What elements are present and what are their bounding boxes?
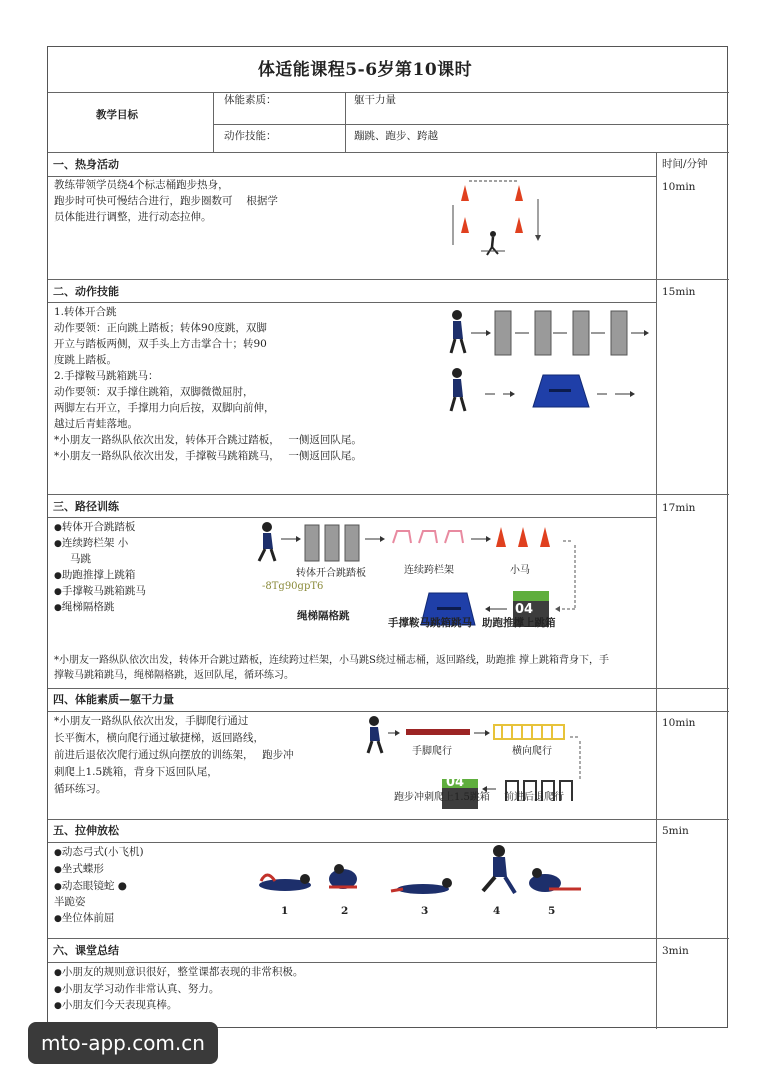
section-title-circuit: 三、路径训练 — [53, 500, 119, 513]
fitness-value: 躯干力量 — [354, 94, 396, 106]
row-divider — [48, 302, 656, 303]
circuit-box-number: 04 — [515, 602, 534, 617]
skills-line: 1.转体开合跳 — [54, 306, 117, 318]
circuit-item: ●绳梯隔格跳 — [54, 601, 115, 613]
row-divider — [48, 152, 729, 153]
stretch-item: ●坐位体前屈 — [54, 912, 115, 924]
stretch-poses — [253, 847, 583, 907]
row-divider — [48, 711, 729, 712]
summary-item: ●小朋友们今天表现真棒。 — [54, 999, 178, 1011]
stretch-item: ●动态眼镜蛇 ● — [54, 880, 127, 892]
core-box-number: 04 — [446, 775, 465, 790]
objectives-label: 教学目标 — [96, 109, 138, 121]
circuit-note: 撑鞍马跳箱跳马，绳梯隔格跳，返回队尾，循环练习。 — [54, 670, 294, 681]
circuit-note: *小朋友一路纵队依次出发，转体开合跳过踏板，连续跨过栏架，小马跳S绕过桶志桶，返回路线，助跑推 撑上跳箱背身下，手 — [54, 655, 610, 666]
pose-number: 5 — [548, 905, 556, 917]
skill-value: 蹦跳、跑步、跨越 — [354, 130, 438, 142]
skills-diagram — [443, 309, 653, 419]
row-divider — [48, 517, 656, 518]
circuit-label-box: 助跑推撑上跳箱 — [482, 617, 556, 629]
core-label-lateral: 横向爬行 — [512, 746, 552, 757]
skills-line: *小朋友一路纵队依次出发，手撑鞍马跳箱跳马， 一侧返回队尾。 — [54, 450, 362, 462]
section-title-warmup: 一、热身活动 — [53, 158, 119, 171]
summary-item: ●小朋友的规则意识很好，整堂课都表现的非常积极。 — [54, 966, 304, 978]
skills-line: 动作要领：正向跳上踏板；转体90度跳，双脚 — [54, 322, 267, 334]
circuit-label-hurdle: 连续跨栏架 — [404, 565, 454, 576]
skills-line: *小朋友一路纵队依次出发，转体开合跳过踏板， 一侧返回队尾。 — [54, 434, 362, 446]
circuit-item-cont: 马跳 — [70, 553, 91, 565]
skills-line: 越过后青蛙落地。 — [54, 418, 138, 430]
warmup-line: 教练带领学员绕4个标志桶跑步热身， — [54, 179, 229, 191]
skills-line: 开立与踏板两侧，双手头上方击掌合十；转90 — [54, 338, 267, 350]
time-warmup: 10min — [662, 181, 696, 193]
core-line: 长平衡木，横向爬行通过敏捷梯，返回路线， — [54, 732, 264, 744]
row-divider — [48, 962, 656, 963]
circuit-item: ●连续跨栏架 小 — [54, 537, 129, 549]
time-summary: 3min — [662, 945, 689, 957]
summary-item: ●小朋友学习动作非常认真、努力。 — [54, 983, 220, 995]
time-header: 时间/分钟 — [662, 158, 708, 170]
col-divider — [345, 92, 346, 152]
watermark: mto-app.com.cn — [28, 1022, 218, 1064]
circuit-item: ●手撑鞍马跳箱跳马 — [54, 585, 146, 597]
section-title-skills: 二、动作技能 — [53, 285, 119, 298]
skills-line: 度跳上踏板。 — [54, 354, 117, 366]
warmup-cone-diagram — [443, 175, 553, 265]
circuit-label-ladder: 绳梯隔格跳 — [297, 610, 350, 622]
lesson-plan-table — [47, 46, 728, 1028]
warmup-line: 员体能进行调整，进行动态拉伸。 — [54, 211, 212, 223]
row-divider — [48, 494, 729, 495]
core-line: *小朋友一路纵队依次出发，手脚爬行通过 — [54, 715, 249, 727]
core-line: 刺爬上1.5跳箱，背身下返回队尾， — [54, 766, 218, 778]
pose-number: 4 — [493, 905, 501, 917]
skills-line: 两脚左右开立，手撑用力向后按，双脚向前伸， — [54, 402, 275, 414]
row-divider — [48, 819, 729, 820]
core-label-run: 跑步冲刺爬上1.5跳箱 — [394, 792, 490, 803]
time-skills: 15min — [662, 286, 696, 298]
core-label-back: 前进后退爬行 — [504, 792, 564, 803]
row-divider — [48, 688, 729, 689]
core-label-crawl: 手脚爬行 — [412, 746, 452, 757]
row-divider — [48, 279, 729, 280]
warmup-line: 跑步时可快可慢结合进行，跑步圈数可 根据学 — [54, 195, 278, 207]
row-divider — [48, 938, 729, 939]
fitness-label: 体能素质： — [224, 94, 277, 106]
stretch-item-cont: 半跪姿 — [54, 896, 86, 908]
circuit-item: ●助跑推撑上跳箱 — [54, 569, 136, 581]
circuit-code: -8Tg90gpT6 — [262, 581, 324, 592]
circuit-item: ●转体开合跳踏板 — [54, 521, 136, 533]
pose-number: 1 — [281, 905, 289, 917]
stretch-item: ●动态弓式(小飞机) — [54, 846, 144, 858]
row-divider — [48, 842, 656, 843]
time-core: 10min — [662, 717, 696, 729]
page-title: 体适能课程5-6岁第10课时 — [257, 60, 473, 80]
stretch-item: ●坐式蝶形 — [54, 863, 104, 875]
row-divider — [213, 124, 729, 125]
time-col-divider — [656, 152, 657, 1029]
core-line: 前进后退依次爬行通过纵向摆放的训练架， 跑步冲 — [54, 749, 294, 761]
skills-line: 2.手撑鞍马跳箱跳马： — [54, 370, 159, 382]
skills-line: 动作要领：双手撑住跳箱，双脚微微屈肘， — [54, 386, 254, 398]
pose-number: 2 — [341, 905, 349, 917]
skill-label: 动作技能： — [224, 130, 277, 142]
section-title-stretch: 五、拉伸放松 — [53, 824, 119, 837]
section-title-core: 四、体能素质—躯干力量 — [53, 693, 174, 706]
circuit-label-vault: 手撑鞍马跳箱跳马 — [388, 617, 472, 629]
col-divider — [213, 92, 214, 152]
pose-number: 3 — [421, 905, 429, 917]
core-line: 循环练习。 — [54, 783, 107, 795]
time-stretch: 5min — [662, 825, 689, 837]
section-title-summary: 六、课堂总结 — [53, 944, 119, 957]
circuit-label-board: 转体开合跳踏板 — [296, 568, 366, 579]
time-circuit: 17min — [662, 502, 696, 514]
circuit-label-pony: 小马 — [510, 565, 530, 576]
